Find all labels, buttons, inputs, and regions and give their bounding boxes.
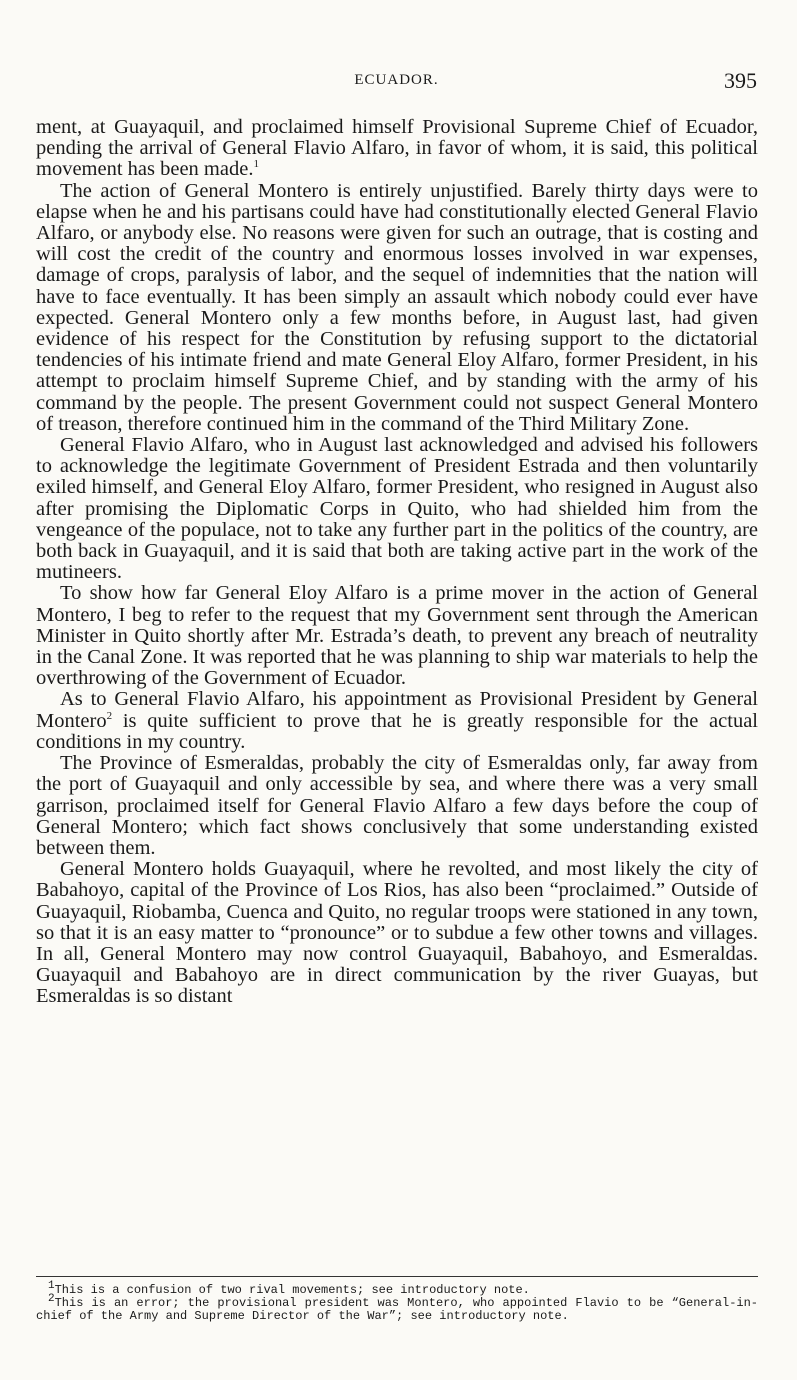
paragraph: The Province of Esmeraldas, probably the city of Esmeraldas only, far away from the port of Guayaquil and only accessible by sea, and where there was a very small garrison, proclaimed itself for General Flavio Alfaro a few days before the coup of General Montero; which fact shows conclusively that some understanding existed between them. — [36, 752, 758, 859]
paragraph — [36, 117, 758, 181]
footnote-mark: 1 — [48, 1280, 55, 1292]
footnote-ref: 1 — [253, 158, 259, 171]
footnotes — [36, 1280, 758, 1323]
paragraph: General Montero holds Guayaquil, where he revolted, and most likely the city of Babahoyo, capital of the Province of Los Rios, has also been “proclaimed.” Outside of Guayaquil, Riobamba, Cuenca and Quito, no regular troops were stationed in any town, so that it is an easy matter to “pronounce” or to subdue a few other towns and villages. In all, General Montero may now control Guayaquil, Babahoyo, and Esmeraldas. Guayaquil and Babahoyo are in direct communication by the river Guayas, but Esmeraldas is so distant — [36, 858, 758, 1008]
paragraph: General Flavio Alfaro, who in August last acknowledged and advised his followers to acknowledge the legitimate Government of President Estrada and then voluntarily exiled himself, and General Eloy Alfaro, former President, who resigned in August also after promising the Diplomatic Corps in Quito, who had shielded him from the vengeance of the populace, not to take any further part in the politics of the country, are both back in Guayaquil, and it is said that both are taking active part in the work of the mutineers. — [36, 434, 758, 584]
paragraph: To show how far General Eloy Alfaro is a prime mover in the action of General Montero, I beg to refer to the request that my Government sent through the American Minister in Quito shortly after Mr. Estrada’s death, to prevent any breach of neutrality in the Canal Zone. It was reported that he was planning to ship war materials to help the overthrowing of the Government of Ecuador. — [36, 582, 758, 690]
paragraph — [36, 689, 758, 753]
paragraph: The action of General Montero is entirely unjustified. Barely thirty days were to elapse when he and his partisans could have had constitutionally elected General Flavio Alfaro, or anybody else. No reasons were given for such an outrage, that is costing and will cost the credit of the country and enormous losses involved in war expenses, damage of crops, paralysis of labor, and the sequel of indemnities that the nation will have to face eventually. It has been simply an assault which nobody could ever have expected. General Montero only a few months before, in August last, had given evidence of his respect for the Constitution by refusing support to the dictatorial tendencies of his intimate friend and mate General Eloy Alfaro, former President, in his attempt to proclaim himself Supreme Chief, and by standing with the army of his command by the people. The present Government could not suspect General Montero of treason, therefore continued him in the command of the Third Military Zone. — [36, 179, 758, 435]
footnote-divider — [36, 1276, 758, 1277]
page-header — [36, 68, 757, 98]
body-text — [36, 117, 758, 1008]
footnote-text: This is a confusion of two rival movements; see introductory note. — [54, 1283, 530, 1297]
footnote-mark: 2 — [48, 1293, 55, 1305]
footnote-ref: 2 — [106, 709, 113, 722]
footnote — [36, 1293, 758, 1323]
page-number: 395 — [724, 68, 757, 93]
running-head: ECUADOR. — [354, 72, 439, 88]
paragraph-text: As to General Flavio Alfaro, his appointment as Provisional President by General Montero — [36, 688, 758, 732]
paragraph-text: is quite sufficient to prove that he is greatly responsible for the actual conditions in my country. — [36, 709, 758, 753]
footnote-text: This is an error; the provisional president was Montero, who appointed Flavio to be “General-in-chief of the Army and Supreme Director of the War”; see introductory note. — [36, 1296, 758, 1323]
paragraph-text: ment, at Guayaquil, and proclaimed himself Provisional Supreme Chief of Ecuador, pending the arrival of General Flavio Alfaro, in favor of whom, it is said, this political movement has been made. — [36, 116, 758, 181]
